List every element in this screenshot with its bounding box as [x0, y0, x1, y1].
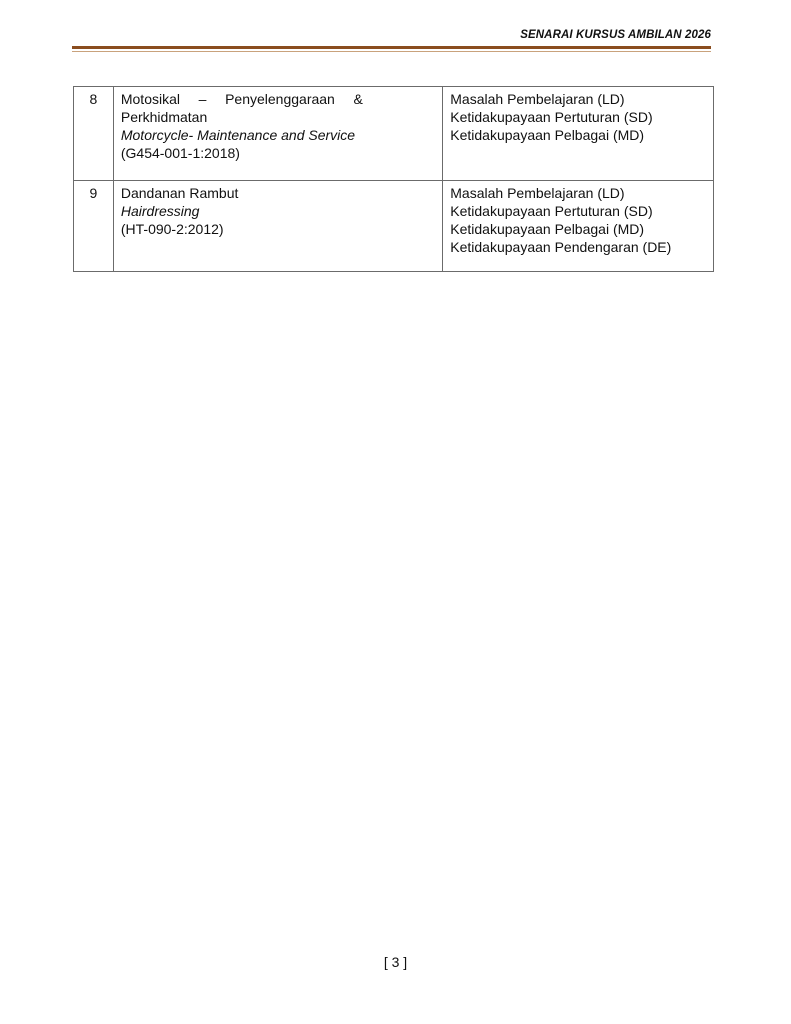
page-number: [ 3 ] [383, 954, 408, 970]
course-title-line: Perkhidmatan [120, 109, 208, 125]
course-number: 9 [74, 181, 114, 272]
course-english-title: Motorcycle- Maintenance and Service [120, 127, 356, 143]
header-rule-thick [72, 46, 711, 49]
course-cell [113, 87, 442, 181]
category-item: Ketidakupayaan Pelbagai (MD) [450, 221, 645, 237]
table-row [74, 87, 714, 181]
course-title-word: Penyelenggaraan [225, 91, 335, 107]
course-table [73, 86, 714, 272]
page-header-title: SENARAI KURSUS AMBILAN 2026 [520, 29, 711, 41]
course-title-word: – [198, 91, 207, 107]
course-code: (G454-001-1:2018) [120, 145, 240, 161]
category-cell [443, 87, 714, 181]
category-item: Ketidakupayaan Pertuturan (SD) [450, 203, 653, 219]
course-number: 8 [74, 87, 114, 181]
course-title-word: & [353, 91, 363, 107]
header-rule-thin [72, 51, 711, 52]
course-title: Dandanan Rambut [120, 185, 239, 201]
category-cell [443, 181, 714, 272]
category-item: Ketidakupayaan Pelbagai (MD) [450, 127, 645, 143]
category-item: Ketidakupayaan Pertuturan (SD) [450, 109, 653, 125]
course-title-line [121, 90, 363, 108]
category-item: Ketidakupayaan Pendengaran (DE) [450, 239, 672, 255]
category-item: Masalah Pembelajaran (LD) [450, 185, 625, 201]
course-title-word: Motosikal [120, 91, 180, 107]
course-cell [113, 181, 442, 272]
course-english-title: Hairdressing [120, 203, 200, 219]
table-row [74, 181, 714, 272]
course-code: (HT-090-2:2012) [120, 221, 224, 237]
category-item: Masalah Pembelajaran (LD) [450, 91, 625, 107]
